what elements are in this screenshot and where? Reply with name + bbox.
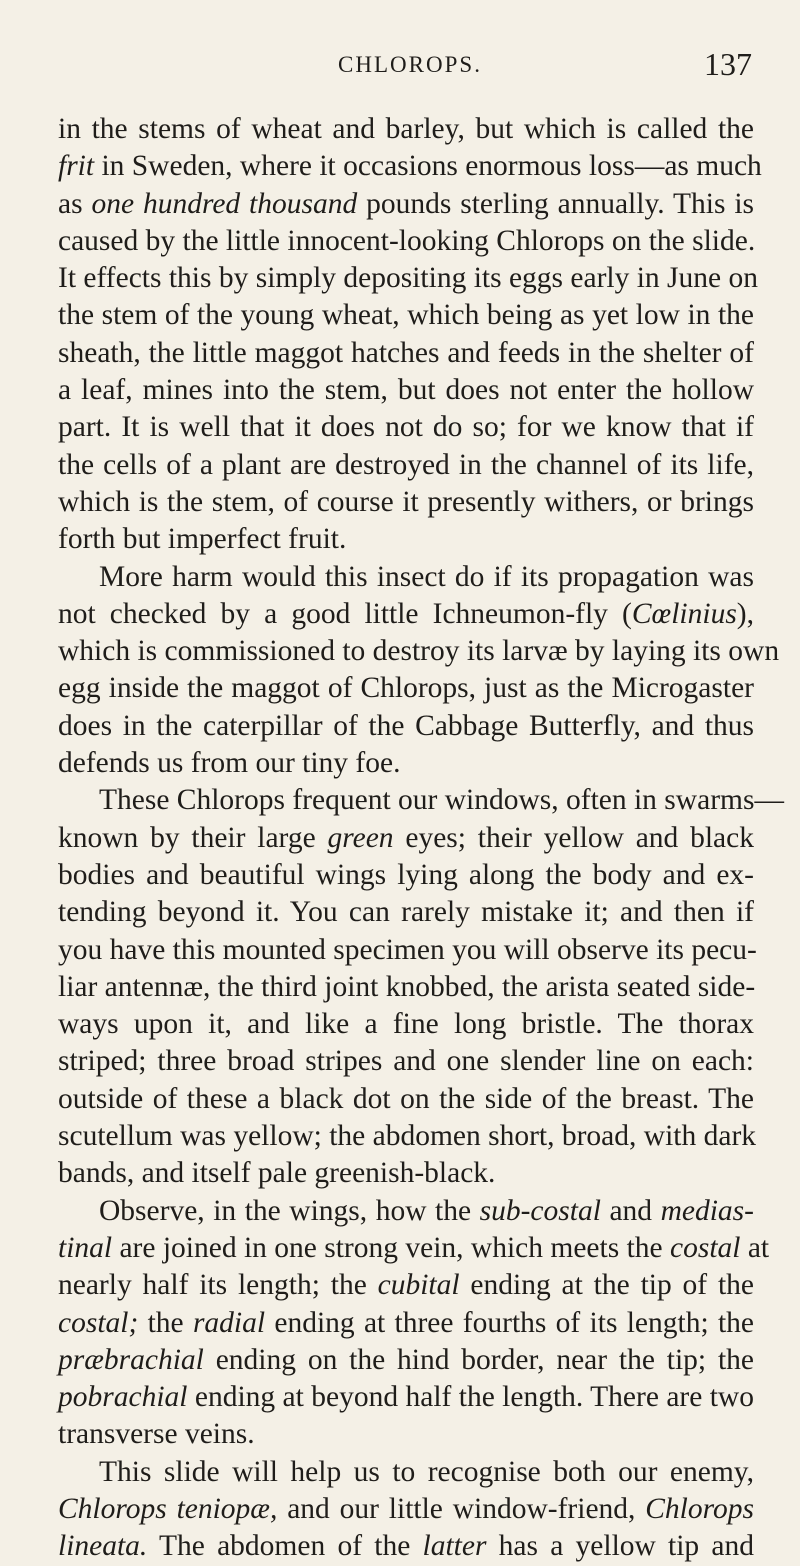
text-segment: are joined in one strong vein, which meets the	[112, 1231, 670, 1264]
text-segment: More harm would this insect do if its propagation was	[99, 560, 754, 593]
text-segment: bands, and itself pale greenish-black.	[58, 1157, 496, 1190]
text-segment: ),	[736, 597, 754, 630]
text-line	[58, 111, 754, 148]
text-line	[58, 1305, 754, 1342]
text-line	[58, 1118, 757, 1155]
italic-text: tinal	[58, 1231, 113, 1264]
italic-text: costal	[670, 1231, 741, 1264]
text-segment: and our little window-friend,	[277, 1492, 646, 1525]
text-segment: part. It is well that it does not do so; for we know that if	[58, 411, 754, 444]
text-line	[58, 745, 754, 782]
text-line	[58, 297, 754, 334]
italic-text: Chlorops teniopæ,	[58, 1492, 278, 1525]
text-line	[58, 223, 754, 260]
text-segment: at	[740, 1231, 770, 1264]
italic-text: pobrachial	[58, 1381, 188, 1414]
text-line	[58, 820, 754, 857]
italic-text: medias-	[660, 1194, 754, 1227]
italic-text: latter	[422, 1530, 487, 1563]
text-line	[58, 932, 757, 969]
text-line	[58, 1528, 754, 1565]
text-segment: the cells of a plant are destroyed in the channel of its life,	[58, 448, 754, 481]
text-segment: ending on the hind border, near the tip; the	[203, 1343, 754, 1376]
text-line	[58, 1006, 754, 1043]
text-segment: striped; three broad stripes and one slender line on each:	[58, 1045, 754, 1078]
text-segment: does in the caterpillar of the Cabbage Butterfly, and thus	[58, 709, 754, 742]
text-line	[58, 335, 754, 372]
text-segment: known by their large	[58, 821, 328, 854]
text-segment: the	[138, 1306, 193, 1339]
text-segment: and	[600, 1194, 661, 1227]
text-segment: which is the stem, of course it presently withers, or brings	[58, 485, 754, 518]
text-segment: the stem of the young wheat, which being as yet low in the	[58, 299, 754, 332]
text-line	[58, 1230, 770, 1267]
text-segment: has a yellow tip and	[486, 1530, 754, 1563]
text-line	[58, 857, 754, 894]
text-segment: egg inside the maggot of Chlorops, just as the Microgaster	[58, 672, 754, 705]
text-line	[58, 633, 780, 670]
body-text	[58, 111, 784, 1566]
italic-text: Chlorops	[645, 1492, 754, 1525]
text-segment: It effects this by simply depositing its eggs early in June on	[58, 262, 758, 295]
italic-text: one hundred thousand	[91, 187, 358, 220]
text-segment: caused by the little innocent-looking Chlorops on the slide.	[58, 224, 756, 257]
text-line	[58, 1342, 754, 1379]
page-title: CHLOROPS.	[338, 52, 482, 77]
running-head	[60, 46, 760, 92]
text-segment: sheath, the little maggot hatches and feeds in the shelter of	[58, 336, 754, 369]
text-segment: This slide will help us to recognise both our enemy,	[99, 1455, 754, 1488]
italic-text: green	[327, 821, 394, 854]
text-line	[58, 894, 754, 931]
text-segment: liar antennæ, the third joint knobbed, the arista seated side-	[58, 970, 756, 1003]
text-line	[58, 148, 762, 185]
text-line	[58, 708, 754, 745]
text-line	[58, 521, 754, 558]
text-segment: pounds sterling annually. This is	[357, 187, 755, 220]
text-line	[58, 1416, 754, 1453]
text-line	[58, 1155, 754, 1192]
text-line	[58, 596, 754, 633]
text-line	[58, 1193, 754, 1230]
italic-text: sub-costal	[479, 1194, 601, 1227]
text-line	[58, 186, 754, 223]
text-line	[58, 1267, 754, 1304]
text-segment: eyes; their yellow and black	[393, 821, 754, 854]
text-line	[58, 670, 754, 707]
text-segment: as	[58, 187, 92, 220]
text-line	[58, 372, 754, 409]
italic-text: radial	[192, 1306, 266, 1339]
italic-text: frit	[58, 150, 95, 183]
text-segment: nearly half its length; the	[58, 1269, 378, 1302]
italic-text: præbrachial	[58, 1343, 204, 1376]
text-segment: The abdomen of the	[147, 1530, 423, 1563]
text-segment: ending at the tip of the	[459, 1269, 755, 1302]
text-line	[58, 447, 754, 484]
text-segment: you have this mounted specimen you will observe its pecu-	[58, 933, 757, 966]
text-segment: not checked by a good little Ichneumon-fly (	[58, 597, 632, 630]
text-segment: Observe, in the wings, how the	[99, 1194, 480, 1227]
text-segment: ending at three fourths of its length; the	[265, 1306, 754, 1339]
text-line	[58, 260, 758, 297]
text-line	[58, 969, 754, 1006]
text-line	[58, 1379, 754, 1416]
text-line	[58, 1454, 754, 1491]
text-segment: These Chlorops frequent our windows, often in swarms—	[99, 784, 784, 817]
text-segment: defends us from our tiny foe.	[58, 747, 401, 780]
text-segment: in Sweden, where it occasions enormous loss—as much	[94, 150, 762, 183]
text-line	[58, 559, 754, 596]
text-segment: transverse veins.	[58, 1418, 255, 1451]
text-line	[58, 484, 754, 521]
text-segment: ending at beyond half the length. There are two	[187, 1381, 754, 1414]
italic-text: costal;	[58, 1306, 139, 1339]
italic-text: cubital	[377, 1269, 460, 1302]
text-line	[58, 1081, 754, 1118]
text-segment: a leaf, mines into the stem, but does not enter the hollow	[58, 374, 754, 407]
text-segment: scutellum was yellow; the abdomen short, broad, with dark	[58, 1120, 757, 1153]
text-segment: ways upon it, and like a fine long bristle. The thorax	[58, 1008, 754, 1041]
text-line	[58, 409, 754, 446]
text-segment: which is commissioned to destroy its larvæ by laying its own	[58, 635, 780, 668]
page-number: 137	[704, 46, 752, 82]
text-segment: outside of these a black dot on the side of the breast. The	[58, 1082, 754, 1115]
text-line	[58, 782, 784, 819]
text-line	[58, 1043, 754, 1080]
text-segment: forth but imperfect fruit.	[58, 523, 347, 556]
italic-text: lineata.	[58, 1530, 148, 1563]
text-segment: tending beyond it. You can rarely mistake it; and then if	[58, 896, 754, 929]
italic-text: Cœlinius	[631, 597, 737, 630]
text-segment: in the stems of wheat and barley, but which is called the	[58, 113, 754, 145]
text-line	[58, 1491, 754, 1528]
text-segment: bodies and beautiful wings lying along the body and ex-	[58, 858, 754, 891]
